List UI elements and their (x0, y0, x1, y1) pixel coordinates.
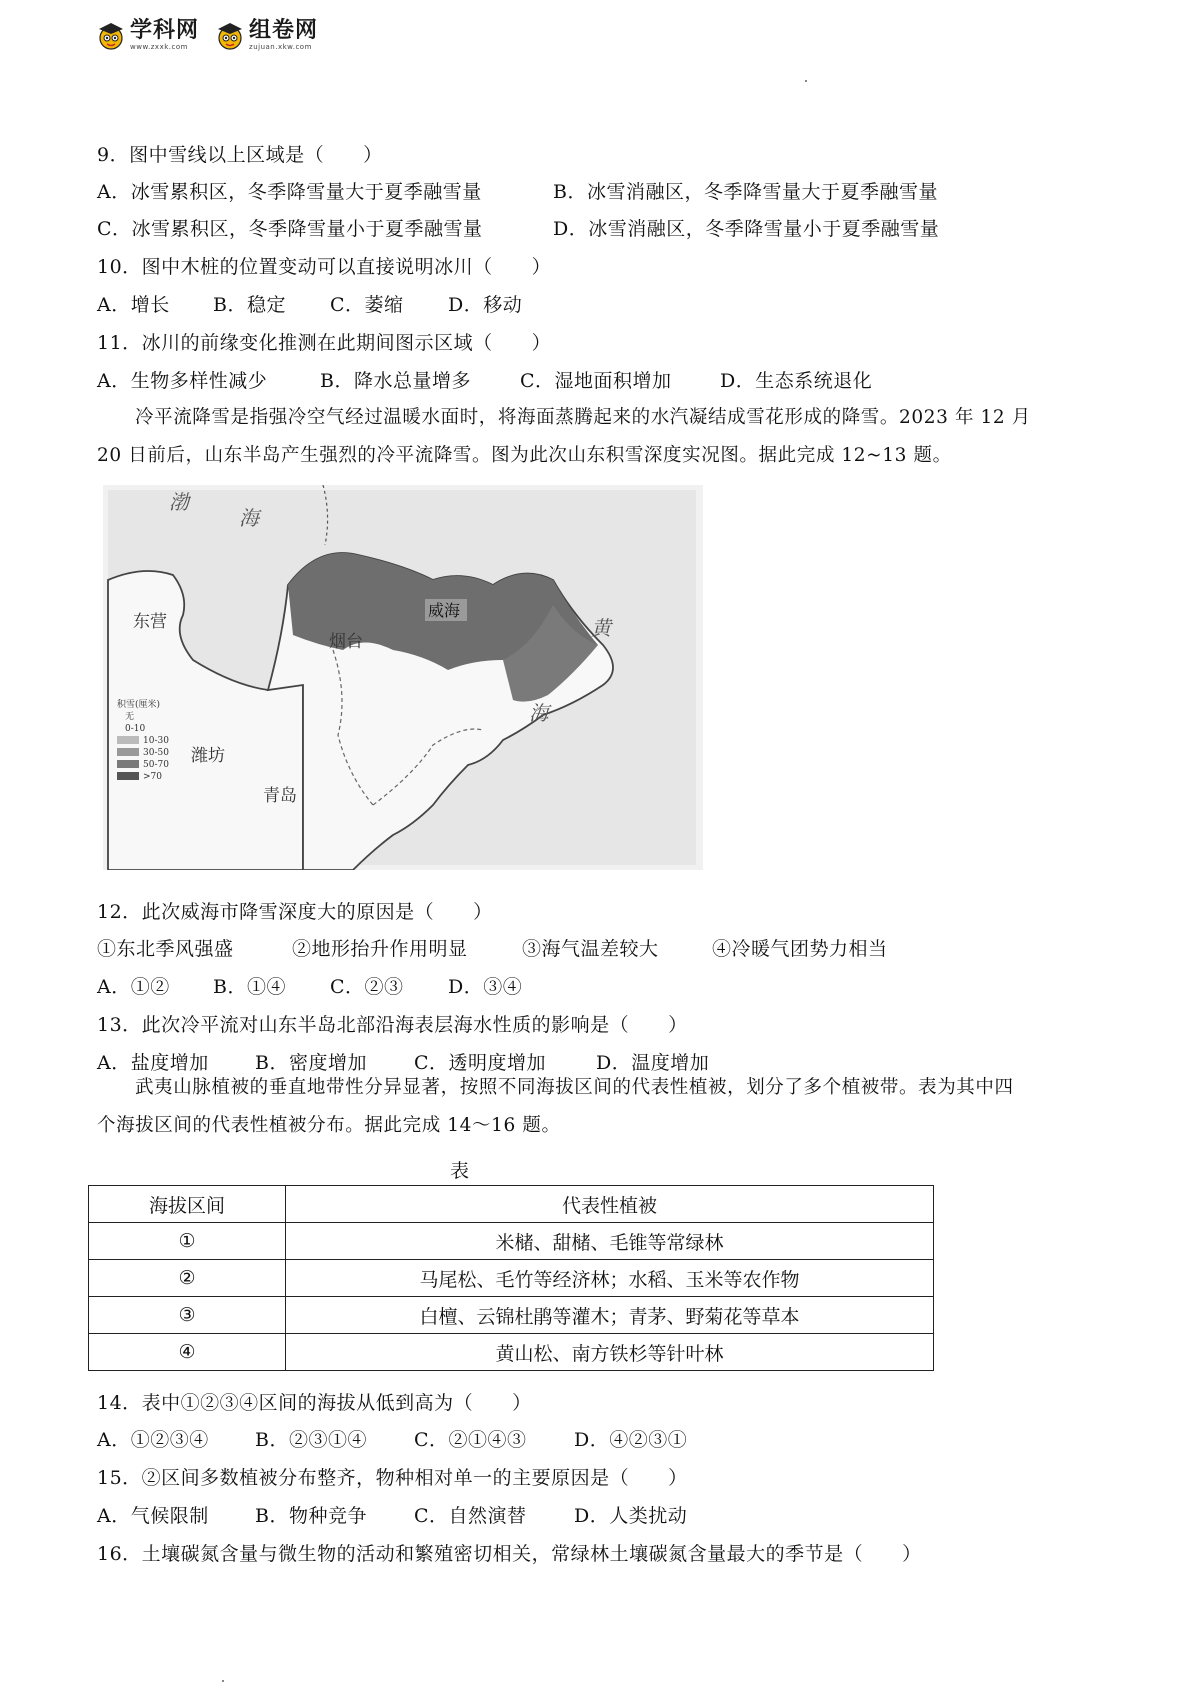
label-qingdao: 青岛 (263, 786, 297, 806)
legend-item: >70 (143, 772, 162, 782)
label-dongying: 东营 (133, 612, 167, 632)
question-12-stem: 12．此次威海市降雪深度大的原因是（ ） (97, 901, 493, 923)
passage-line: 20 日前后，山东半岛产生强烈的冷平流降雪。图为此次山东积雪深度实况图。据此完成 12~13 题。 (97, 445, 952, 466)
question-16-stem: 16．土壤碳氮含量与微生物的活动和繁殖密切相关，常绿林土壤碳氮含量最大的季节是（ ） (97, 1543, 922, 1565)
table-header: 海拔区间 (89, 1186, 286, 1223)
mascot-icon (215, 21, 245, 51)
question-14-stem: 14．表中①②③④区间的海拔从低到高为（ ） (97, 1392, 532, 1414)
question-10-stem: 10．图中木桩的位置变动可以直接说明冰川（ ） (97, 256, 552, 278)
logo-name: 组卷网 (249, 18, 319, 43)
question-15-option-d: D．人类扰动 (574, 1505, 688, 1527)
question-13-option-a: A．盐度增加 (97, 1052, 209, 1074)
question-12-option-c: C．②③ (330, 976, 404, 998)
table-header-row (89, 1186, 934, 1223)
passage-cold-advection (97, 399, 1107, 475)
question-12-item-1: ①东北季风强盛 (97, 938, 234, 960)
table-row (89, 1223, 934, 1260)
legend-item: 50-70 (143, 760, 169, 770)
table-header: 代表性植被 (286, 1186, 934, 1223)
mascot-icon (96, 21, 126, 51)
question-12-option-d: D．③④ (448, 976, 523, 998)
passage-wuyi-mountains (97, 1069, 1107, 1145)
question-11-option-b: B．降水总量增多 (320, 370, 471, 392)
snow-depth-map (103, 485, 703, 870)
question-11-stem: 11．冰川的前缘变化推测在此期间图示区域（ ） (97, 332, 552, 354)
label-bohai-1: 渤 (169, 490, 189, 514)
logo-url: zujuan.xkw.com (249, 43, 312, 51)
question-14-option-a: A．①②③④ (97, 1429, 209, 1451)
legend-swatch (117, 772, 139, 780)
legend-swatch (117, 760, 139, 768)
question-9-option-b: B．冰雪消融区，冬季降雪量大于夏季融雪量 (553, 181, 938, 203)
logo-zujuan (215, 20, 318, 51)
label-huang-1: 黄 (591, 616, 611, 640)
legend-item: 30-50 (143, 748, 169, 758)
question-11-option-a: A．生物多样性减少 (97, 370, 268, 392)
table-cell: 白檀、云锦杜鹃等灌木；青茅、野菊花等草本 (286, 1297, 934, 1334)
question-15-option-b: B．物种竞争 (255, 1505, 367, 1527)
table-cell: ① (89, 1223, 286, 1260)
legend-swatch (117, 736, 139, 744)
vegetation-table (88, 1185, 934, 1371)
question-10-option-c: C．萎缩 (330, 294, 404, 316)
question-9-option-d: D．冰雪消融区，冬季降雪量小于夏季融雪量 (553, 218, 940, 240)
question-13-option-b: B．密度增加 (255, 1052, 367, 1074)
question-11-option-c: C．湿地面积增加 (520, 370, 672, 392)
question-12-item-3: ③海气温差较大 (522, 938, 659, 960)
label-bohai-2: 海 (239, 506, 259, 530)
question-9-option-c: C．冰雪累积区，冬季降雪量小于夏季融雪量 (97, 218, 483, 240)
logo-url: www.zxxk.com (130, 43, 188, 51)
question-12-option-b: B．①④ (213, 976, 286, 998)
table-cell: 米槠、甜槠、毛锥等常绿林 (286, 1223, 934, 1260)
label-yantai: 烟台 (329, 632, 363, 652)
table-cell: ② (89, 1260, 286, 1297)
legend-title: 积雪(厘米) (117, 700, 161, 710)
table-row (89, 1260, 934, 1297)
passage-line: 武夷山脉植被的垂直地带性分异显著，按照不同海拔区间的代表性植被，划分了多个植被带。表为其中四 (135, 1077, 1014, 1098)
label-weifang: 潍坊 (191, 746, 225, 766)
table-cell: 马尾松、毛竹等经济林；水稻、玉米等农作物 (286, 1260, 934, 1297)
question-10-option-b: B．稳定 (213, 294, 286, 316)
table-row (89, 1334, 934, 1371)
legend-item: 0-10 (125, 724, 146, 734)
question-9-stem: 9．图中雪线以上区域是（ ） (97, 144, 383, 166)
table-cell: 黄山松、南方铁杉等针叶林 (286, 1334, 934, 1371)
table-cell: ④ (89, 1334, 286, 1371)
question-14-option-c: C．②①④③ (414, 1429, 527, 1451)
label-weihai: 威海 (428, 601, 461, 620)
header-logos (96, 20, 318, 51)
question-10-option-d: D．移动 (448, 294, 523, 316)
question-12-option-a: A．①② (97, 976, 170, 998)
speck (805, 80, 807, 82)
logo-name: 学科网 (130, 18, 200, 43)
question-10-option-a: A．增长 (97, 294, 170, 316)
legend-swatch (117, 748, 139, 756)
question-15-option-a: A．气候限制 (97, 1505, 209, 1527)
question-15-stem: 15．②区间多数植被分布整齐，物种相对单一的主要原因是（ ） (97, 1467, 688, 1489)
question-9-option-a: A．冰雪累积区，冬季降雪量大于夏季融雪量 (97, 181, 482, 203)
question-11-option-d: D．生态系统退化 (720, 370, 873, 392)
question-12-item-4: ④冷暖气团势力相当 (712, 938, 888, 960)
question-13-stem: 13．此次冷平流对山东半岛北部沿海表层海水性质的影响是（ ） (97, 1014, 688, 1036)
legend-item: 10-30 (143, 736, 169, 746)
logo-zxxk (96, 20, 199, 51)
legend-item: 无 (125, 712, 135, 722)
passage-line: 个海拔区间的代表性植被分布。据此完成 14～16 题。 (97, 1115, 561, 1136)
table-caption: 表 (450, 1160, 470, 1182)
question-12-item-2: ②地形抬升作用明显 (292, 938, 468, 960)
table-row (89, 1297, 934, 1334)
question-14-option-b: B．②③①④ (255, 1429, 367, 1451)
question-15-option-c: C．自然演替 (414, 1505, 527, 1527)
question-13-option-c: C．透明度增加 (414, 1052, 547, 1074)
passage-line: 冷平流降雪是指强冷空气经过温暖水面时，将海面蒸腾起来的水汽凝结成雪花形成的降雪。2023 年 12 月 (135, 407, 1031, 428)
question-13-option-d: D．温度增加 (596, 1052, 710, 1074)
question-14-option-d: D．④②③① (574, 1429, 688, 1451)
label-huang-2: 海 (529, 701, 549, 725)
speck (222, 1680, 224, 1682)
table-cell: ③ (89, 1297, 286, 1334)
